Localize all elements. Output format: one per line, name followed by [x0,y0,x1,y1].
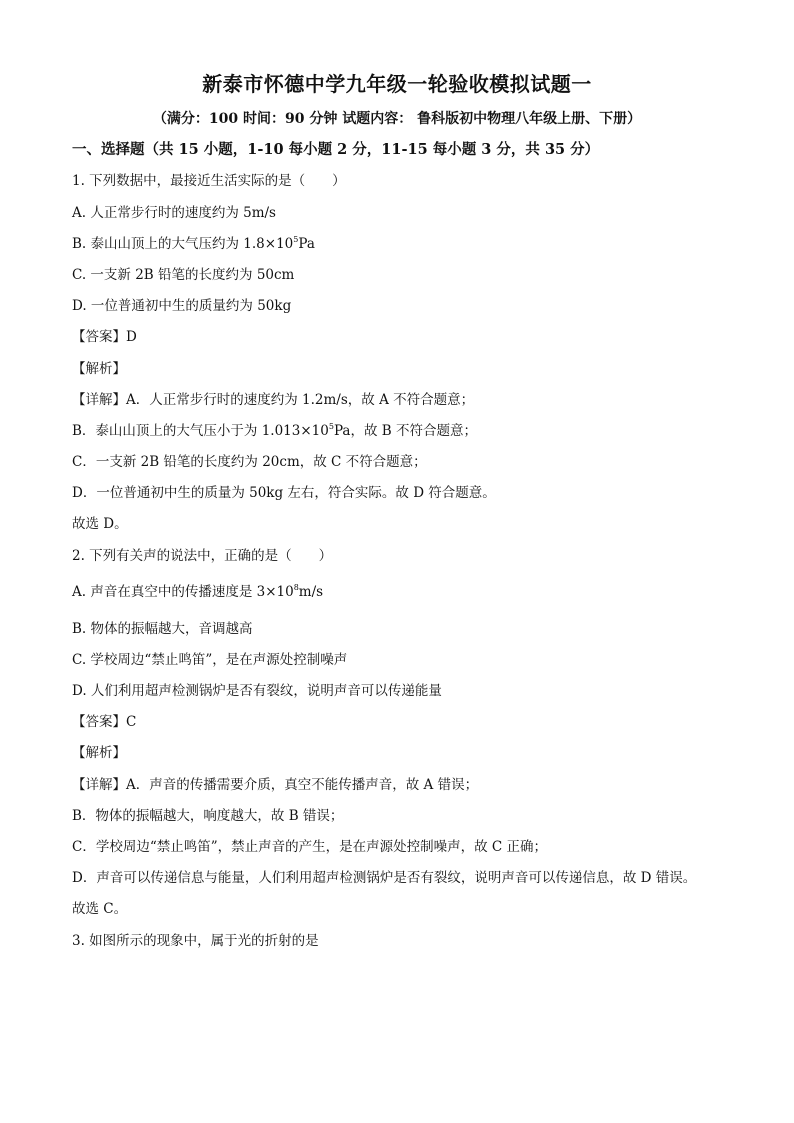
q1-option-b: B. 泰山山顶上的大气压约为 $1.8\times 10^5Pa$ [72,235,315,252]
q1-detail-d: D．一位普通初中生的质量为 50kg 左右，符合实际。故 D 符合题意。 [72,485,496,501]
q1-conclusion: 故选 D。 [72,516,128,532]
q2-option-b: B. 物体的振幅越大，音调越高 [72,621,253,637]
q2-option-a: A. 声音在真空中的传播速度是 $3\times 10^8m/s$ [72,583,324,600]
q3-stem: 3. 如图所示的现象中，属于光的折射的是 [72,933,319,949]
q1-answer: 【答案】D [72,329,137,345]
q1-analysis-label: 【解析】 [72,361,126,377]
page-title: 新泰市怀德中学九年级一轮验收模拟试题一 [202,72,592,96]
q2-detail-c: C．学校周边“禁止鸣笛”，禁止声音的产生，是在声源处控制噪声，故 C 正确； [72,839,548,855]
q2-analysis-label: 【解析】 [72,745,126,761]
q1-option-a: A. 人正常步行时的速度约为 5m/s [72,205,276,221]
q1-detail-a: 【详解】A．人正常步行时的速度约为 1.2m/s，故 A 不符合题意； [72,392,475,408]
q2-detail-d: D．声音可以传递信息与能量，人们利用超声检测锅炉是否有裂纹，说明声音可以传递信息，故 D 错误。 [72,870,697,886]
q1-option-c: C. 一支新 2B 铅笔的长度约为 50cm [72,267,295,283]
section-heading: 一、选择题（共 15 小题，1-10 每小题 2 分，11-15 每小题 3 分，共 35 分） [72,141,600,158]
exam-info: （满分：100 时间：90 分钟 试题内容： 鲁科版初中物理八年级上册、下册） [152,111,642,127]
q2-answer: 【答案】C [72,714,137,730]
q2-option-d: D. 人们利用超声检测锅炉是否有裂纹，说明声音可以传递能量 [72,683,442,699]
q2-conclusion: 故选 C。 [72,901,128,917]
q2-detail-b: B．物体的振幅越大，响度越大，故 B 错误； [72,808,344,824]
q1-detail-c: C．一支新 2B 铅笔的长度约为 20cm，故 C 不符合题意； [72,454,427,470]
q2-option-c: C. 学校周边“禁止鸣笛”，是在声源处控制噪声 [72,652,348,668]
q1-detail-b: B．泰山山顶上的大气压小于为 $1.013\times 10^5Pa$，故 B 不符合题意； [72,422,477,439]
q1-option-d: D. 一位普通初中生的质量约为 50kg [72,298,292,314]
q2-detail-a: 【详解】A．声音的传播需要介质，真空不能传播声音，故 A 错误； [72,777,479,793]
q2-stem: 2. 下列有关声的说法中，正确的是（ ） [72,548,333,564]
q1-stem: 1. 下列数据中，最接近生活实际的是（ ） [72,173,346,189]
